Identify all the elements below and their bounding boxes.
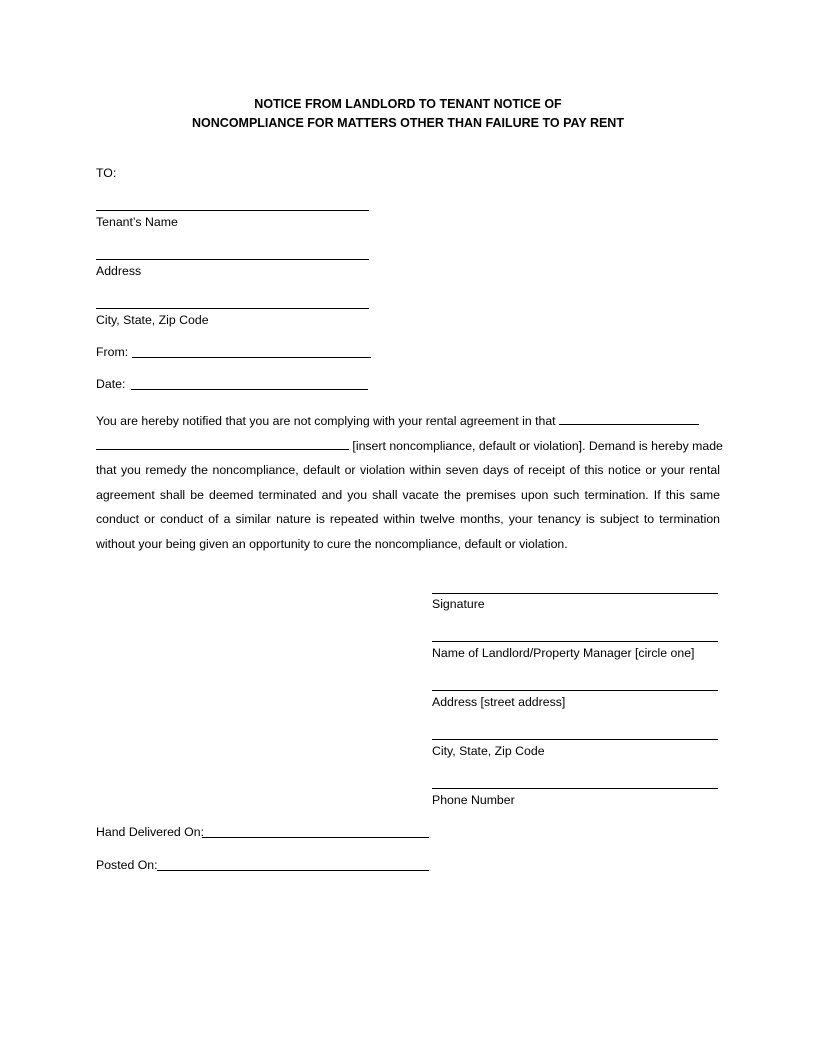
tenant-name-label: Tenant’s Name (96, 215, 178, 229)
city-state-zip-label: City, State, Zip Code (96, 313, 209, 327)
signature-line[interactable] (432, 593, 718, 594)
posted-label: Posted On: (96, 858, 158, 872)
signature-label: Signature (432, 597, 485, 611)
to-label: TO: (96, 166, 117, 180)
body-line-2: [insert noncompliance, default or violation]. Demand is hereby made (96, 434, 720, 459)
noncompliance-blank-2[interactable] (96, 438, 349, 450)
phone-line[interactable] (432, 788, 718, 789)
landlord-name-line[interactable] (432, 641, 718, 642)
date-label: Date: (96, 377, 126, 391)
body-line-1: You are hereby notified that you are not complying with your rental agreement in that (96, 409, 720, 434)
landlord-name-label: Name of Landlord/Property Manager [circle one] (432, 646, 695, 660)
address-label: Address (96, 264, 142, 278)
city-state-zip-line[interactable] (96, 308, 369, 309)
landlord-city-label: City, State, Zip Code (432, 744, 545, 758)
body-line-5: conduct or conduct of a similar nature is repeated within twelve months, your tenancy is subject to termination (96, 512, 720, 527)
landlord-address-label: Address [street address] (432, 695, 566, 709)
address-line[interactable] (96, 259, 369, 260)
posted-line[interactable] (157, 870, 429, 871)
title-line-2: NONCOMPLIANCE FOR MATTERS OTHER THAN FAILURE TO PAY RENT (192, 116, 624, 130)
hand-delivered-line[interactable] (202, 837, 429, 838)
tenant-name-line[interactable] (96, 210, 369, 211)
noncompliance-blank-1[interactable] (559, 413, 699, 425)
title-line-1: NOTICE FROM LANDLORD TO TENANT NOTICE OF (254, 97, 562, 111)
document-title (0, 95, 816, 133)
landlord-city-line[interactable] (432, 739, 718, 740)
body-line-4: agreement shall be deemed terminated and you shall vacate the premises upon such termination. If this same (96, 487, 720, 502)
from-label: From: (96, 345, 129, 359)
date-line[interactable] (131, 389, 368, 390)
body-line-3: that you remedy the noncompliance, default or violation within seven days of receipt of this notice or your rental (96, 463, 720, 478)
notice-body (96, 409, 723, 557)
from-line[interactable] (132, 357, 371, 358)
hand-delivered-label: Hand Delivered On: (96, 825, 204, 839)
landlord-address-line[interactable] (432, 690, 718, 691)
phone-label: Phone Number (432, 793, 515, 807)
body-line-6: without your being given an opportunity to cure the noncompliance, default or violation. (96, 536, 568, 551)
